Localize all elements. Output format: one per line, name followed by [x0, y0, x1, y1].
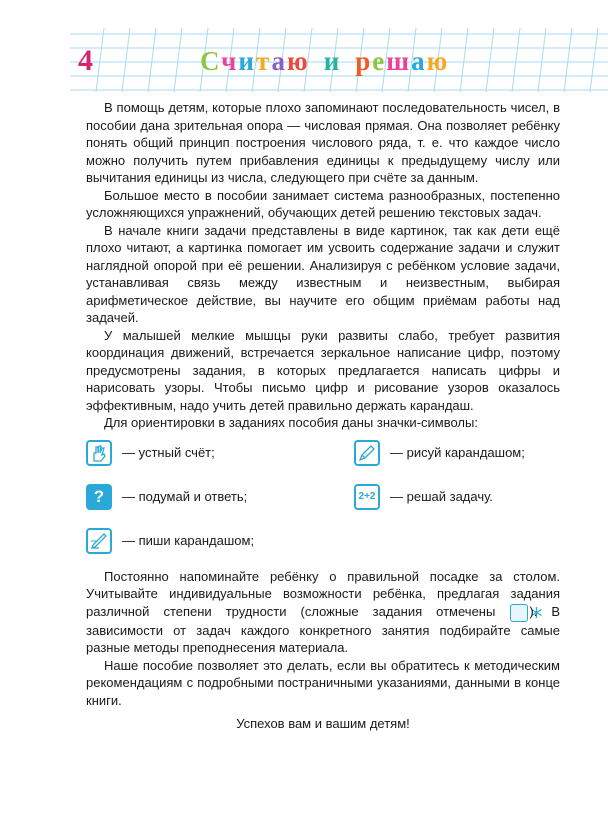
star-icon — [510, 604, 528, 622]
legend-item-oral — [86, 440, 215, 466]
title-letter — [310, 46, 324, 77]
title-letter: С — [200, 46, 222, 76]
pencil-drawing-icon — [354, 440, 380, 466]
legend-item-think — [86, 484, 247, 510]
paragraph-posture-part2: ). В зависимости от задач каждого конкретного занятия подбирайте самые разные методы преподнесения материала. — [86, 603, 560, 655]
paragraph-fine-motor: У малышей мелкие мышцы руки развиты слабо, требует развития координация движений, встречается зеркальное написание цифр, поэтому предусмотрены задания, в которых предлагается написать цифры и нарисовать узоры. Чтобы письмо цифр и рисование узоров оказалось эффективным, надо учить детей правильно держать карандаш. — [86, 327, 560, 413]
legend-label-write: — пиши карандашом; — [122, 532, 255, 548]
legend-item-solve — [354, 484, 493, 510]
page-number: 4 — [78, 44, 93, 77]
title-letter: е — [372, 46, 387, 76]
legend-item-write — [86, 528, 254, 554]
title-letter — [341, 46, 355, 77]
title-letter: ш — [386, 46, 412, 76]
symbol-legend — [86, 440, 560, 568]
math-task-icon — [354, 484, 380, 510]
title-letter: и — [323, 46, 342, 76]
paragraph-picture-tasks: В начале книги задачи представлены в виде картинок, так как дети ещё плохо читают, а картинка помогает им усвоить содержание задачи и служит наглядной опорой при её решении. Анализируя с ребёнком условие задачи, устанавливая связь между известным и неизвестным, выбирая арифметическое действие, вы научите его общим приёмам работы над задачей. — [86, 222, 560, 325]
title-letter: а — [411, 46, 427, 76]
question-icon — [86, 484, 112, 510]
paragraph-exercises: Большое место в пособии занимает система разнообразных, постепенно усложняющихся упражнений, обучающих детей решению текстовых задач. — [86, 187, 560, 220]
main-text — [86, 99, 560, 746]
paragraph-recommendations: Наше пособие позволяет это делать, если вы обратитесь к методическим рекомендациям с подробными постраничными указаниями, данными в конце книги. — [86, 657, 560, 708]
paragraph-posture-part1: Постоянно напоминайте ребёнку о правильной посадке за столом. Учитывайте индивидуальные возможности ребёнка, предлагая задания различной степени трудности (сложные задания отмечены — [86, 568, 560, 619]
hand-counting-icon — [86, 440, 112, 466]
page-title — [200, 46, 449, 77]
pencil-writing-icon — [86, 528, 112, 554]
title-letter: а — [271, 46, 288, 76]
title-letter: р — [355, 46, 373, 76]
legend-label-think: — подумай и ответь; — [122, 488, 248, 504]
legend-label-solve: — решай задачу. — [390, 488, 493, 504]
closing-line: Успехов вам и вашим детям! — [236, 716, 410, 731]
title-letter: и — [238, 46, 256, 76]
title-letter: ю — [426, 46, 450, 76]
title-letter: т — [255, 46, 272, 76]
paragraph-legend-intro: Для ориентировки в заданиях пособия даны значки-символы: — [104, 415, 478, 430]
math-task-glyph: 2+2 — [358, 490, 376, 502]
paragraph-posture — [86, 568, 560, 657]
title-letter: ю — [287, 46, 310, 76]
question-glyph: ? — [93, 486, 105, 506]
title-letter: ч — [221, 46, 239, 76]
legend-label-draw: — рисуй карандашом; — [390, 444, 525, 460]
paragraph-number-line: В помощь детям, которые плохо запоминают последовательность чисел, в пособии дана зрительная опора — числовая прямая. Она позволяет ребёнку понять общий принцип построения числового ряда, т. е. что каждое число можно получить путем прибавления единицы к предыдущему числу или вычитания единицы из числа, следующего при счёте за данным. — [86, 100, 560, 185]
legend-label-oral: — устный счёт; — [122, 444, 215, 460]
page-header — [0, 0, 608, 95]
legend-item-draw — [354, 440, 525, 466]
